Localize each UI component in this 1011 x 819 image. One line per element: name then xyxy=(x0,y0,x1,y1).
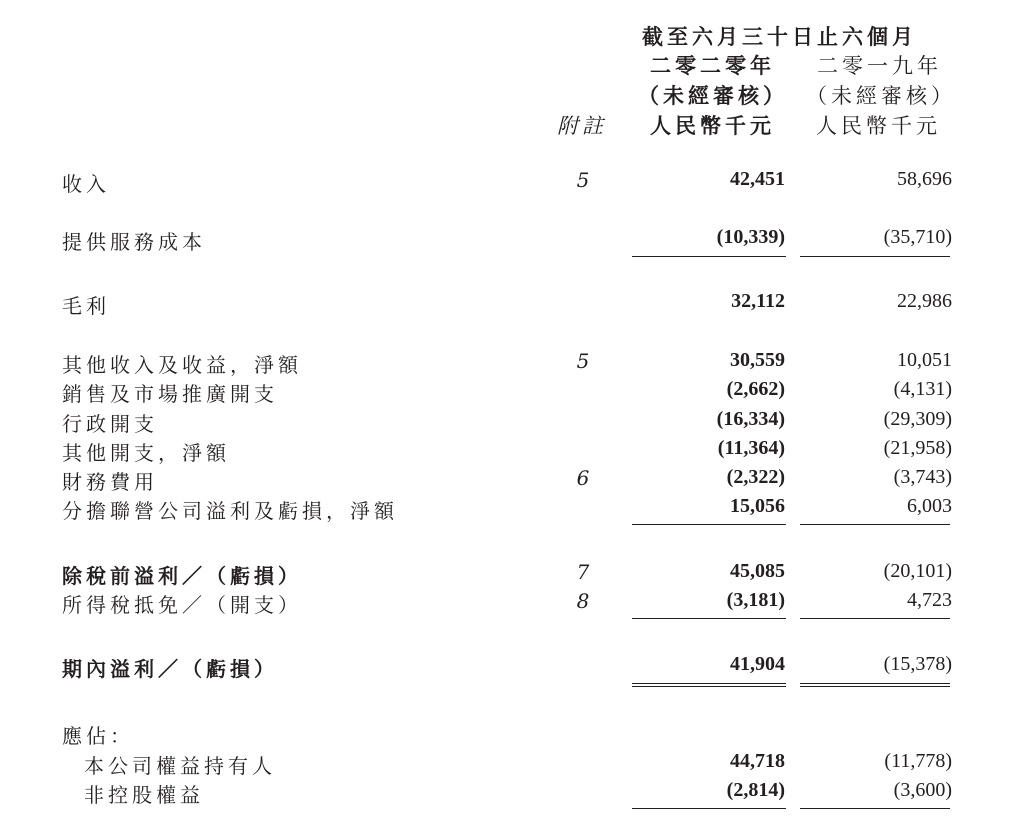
row-prior-value: 10,051 xyxy=(897,349,952,371)
row-prior-value: (21,958) xyxy=(883,437,952,459)
table-row xyxy=(0,750,1011,780)
row-current-value: 32,112 xyxy=(731,290,785,312)
table-row xyxy=(0,466,1011,496)
subtotal-rule-prior xyxy=(800,524,950,525)
row-current-value: (2,662) xyxy=(726,378,785,400)
table-row xyxy=(0,226,1011,256)
row-current-value: (10,339) xyxy=(716,226,785,248)
row-current-value: (2,322) xyxy=(726,466,785,488)
row-label: 除稅前溢利／（虧損） xyxy=(62,564,302,588)
row-prior-value: (29,309) xyxy=(883,408,952,430)
table-row xyxy=(0,720,1011,750)
audit-current-header: （未經審核） xyxy=(638,83,788,108)
row-current-value: 44,718 xyxy=(730,750,785,772)
subtotal-rule-prior xyxy=(800,256,950,257)
row-prior-value: (3,743) xyxy=(893,466,952,488)
subtotal-rule-prior xyxy=(800,808,950,809)
row-prior-value: 58,696 xyxy=(897,168,952,190)
row-label: 本公司權益持有人 xyxy=(84,754,276,778)
table-row xyxy=(0,290,1011,320)
row-note: 6 xyxy=(576,466,590,490)
row-prior-value: 6,003 xyxy=(907,495,952,517)
subtotal-rule-current xyxy=(632,618,786,619)
row-label: 期內溢利／（虧損） xyxy=(62,657,278,681)
row-prior-value: 22,986 xyxy=(897,290,952,312)
row-prior-value: (11,778) xyxy=(884,750,952,772)
row-label: 銷售及市場推廣開支 xyxy=(62,382,278,406)
unit-current-header: 人民幣千元 xyxy=(650,113,775,138)
row-label: 提供服務成本 xyxy=(62,230,206,254)
row-note: 5 xyxy=(576,349,590,373)
row-prior-value: 4,723 xyxy=(907,589,952,611)
table-row xyxy=(0,589,1011,619)
subtotal-rule-prior xyxy=(800,618,950,619)
subtotal-rule-current xyxy=(632,808,786,809)
row-label: 分擔聯營公司溢利及虧損，淨額 xyxy=(62,499,398,523)
row-label: 財務費用 xyxy=(62,470,158,494)
table-row xyxy=(0,779,1011,809)
row-prior-value: (15,378) xyxy=(883,653,952,675)
audit-prior-header: （未經審核） xyxy=(806,84,956,108)
row-current-value: (16,334) xyxy=(716,408,785,430)
row-current-value: 15,056 xyxy=(730,495,785,517)
table-row xyxy=(0,437,1011,467)
row-label: 其他開支，淨額 xyxy=(62,441,230,465)
subtotal-rule-current xyxy=(632,256,786,257)
row-prior-value: (4,131) xyxy=(893,378,952,400)
row-current-value: 42,451 xyxy=(730,168,785,190)
row-label: 行政開支 xyxy=(62,412,158,436)
row-current-value: 30,559 xyxy=(730,349,785,371)
table-row xyxy=(0,378,1011,408)
row-label: 非控股權益 xyxy=(84,783,204,807)
row-note: 8 xyxy=(576,589,590,613)
row-note: 5 xyxy=(576,168,590,192)
unit-prior-header: 人民幣千元 xyxy=(816,114,941,138)
row-label: 收入 xyxy=(62,172,110,196)
table-row xyxy=(0,168,1011,198)
year-current-header: 二零二零年 xyxy=(650,53,775,78)
row-current-value: (11,364) xyxy=(717,437,785,459)
table-row xyxy=(0,349,1011,379)
row-note: 7 xyxy=(576,560,590,584)
row-current-value: (2,814) xyxy=(726,779,785,801)
year-prior-header: 二零一九年 xyxy=(817,54,942,78)
table-row xyxy=(0,495,1011,525)
notes-header: 附註 xyxy=(557,114,607,138)
total-double-rule-current xyxy=(632,683,786,687)
row-prior-value: (20,101) xyxy=(883,560,952,582)
row-prior-value: (3,600) xyxy=(893,779,952,801)
table-row xyxy=(0,408,1011,438)
period-header: 截至六月三十日止六個月 xyxy=(642,24,917,49)
row-current-value: (3,181) xyxy=(726,589,785,611)
subtotal-rule-current xyxy=(632,524,786,525)
table-row xyxy=(0,560,1011,590)
table-row xyxy=(0,653,1011,683)
row-label: 應佔： xyxy=(62,724,134,748)
row-prior-value: (35,710) xyxy=(883,226,952,248)
row-label: 所得稅抵免／（開支） xyxy=(62,593,302,617)
total-double-rule-prior xyxy=(800,683,950,687)
row-label: 毛利 xyxy=(62,294,110,318)
row-current-value: 45,085 xyxy=(730,560,785,582)
row-label: 其他收入及收益，淨額 xyxy=(62,353,302,377)
row-current-value: 41,904 xyxy=(730,653,785,675)
